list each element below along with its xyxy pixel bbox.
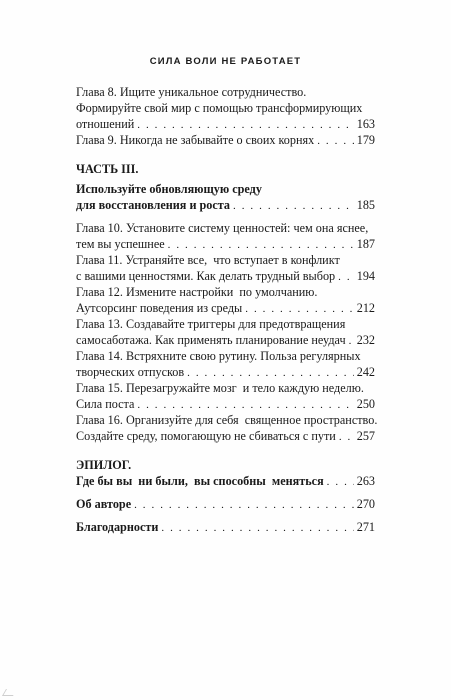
page-number: 185 bbox=[356, 198, 375, 212]
dot-leader bbox=[327, 474, 354, 490]
dot-leader bbox=[317, 133, 354, 149]
toc-entry-ch12-line2 bbox=[76, 300, 375, 316]
toc-text: тем вы успешнее bbox=[76, 237, 165, 251]
epilogue-subtitle: Где бы вы ни были, вы способны меняться bbox=[76, 474, 324, 488]
dot-leader bbox=[233, 198, 354, 214]
part-subtitle-line1 bbox=[76, 181, 375, 197]
toc-text: Глава 12. Измените настройки по умолчанию. bbox=[76, 285, 318, 299]
page-number: 257 bbox=[356, 429, 375, 443]
toc-text: самосаботажа. Как применять планирование неудач bbox=[76, 333, 346, 347]
part-subtitle: Используйте обновляющую среду bbox=[76, 182, 262, 196]
page-number: 187 bbox=[356, 237, 375, 251]
part-heading bbox=[76, 161, 375, 177]
dot-leader bbox=[137, 397, 353, 413]
dot-leader bbox=[338, 269, 354, 285]
about-author-title: Об авторе bbox=[76, 497, 132, 511]
acknowledgements-title: Благодарности bbox=[76, 520, 159, 534]
page-number: 271 bbox=[356, 520, 375, 534]
epilogue-entry bbox=[76, 473, 375, 489]
dot-leader bbox=[137, 117, 353, 133]
toc-text: Глава 13. Создавайте триггеры для предотвращения bbox=[76, 317, 346, 331]
toc-text: Формируйте свой мир с помощью трансформирующих bbox=[76, 101, 363, 115]
page-number: 194 bbox=[356, 269, 375, 283]
toc-entry-ch8-line2 bbox=[76, 100, 375, 116]
toc-text: Сила поста bbox=[76, 397, 135, 411]
toc-text: Глава 16. Организуйте для себя священное пространство. bbox=[76, 413, 378, 427]
epilogue-title: ЭПИЛОГ. bbox=[76, 458, 132, 472]
toc-text: Глава 14. Встряхните свою рутину. Польза регулярных bbox=[76, 349, 361, 363]
page-number: 163 bbox=[356, 117, 375, 131]
toc-entry-ch16-line1 bbox=[76, 412, 378, 428]
page-number: 270 bbox=[356, 497, 375, 511]
toc-text: Глава 8. Ищите уникальное сотрудничество. bbox=[76, 85, 307, 99]
toc-entry-ch13-line2 bbox=[76, 332, 375, 348]
toc-entry-ch16-line2 bbox=[76, 428, 375, 444]
toc-entry-ch12-line1 bbox=[76, 284, 375, 300]
toc-entry-ch11-line2 bbox=[76, 268, 375, 284]
toc-text: Глава 9. Никогда не забывайте о своих корнях bbox=[76, 133, 315, 147]
toc-entry-ch9 bbox=[76, 132, 375, 148]
part-subtitle: для восстановления и роста bbox=[76, 198, 231, 212]
dot-leader bbox=[168, 237, 354, 253]
page-number: 250 bbox=[356, 397, 375, 411]
toc-entry-ch15-line2 bbox=[76, 396, 375, 412]
dot-leader bbox=[349, 333, 354, 349]
about-author-entry bbox=[76, 496, 375, 512]
dot-leader bbox=[134, 497, 354, 513]
toc-text: Глава 11. Устраняйте все, что вступает в конфликт bbox=[76, 253, 340, 267]
acknowledgements-entry bbox=[76, 519, 375, 535]
table-of-contents bbox=[76, 84, 378, 535]
toc-entry-ch14-line1 bbox=[76, 348, 375, 364]
page-number: 242 bbox=[356, 365, 375, 379]
running-head: СИЛА ВОЛИ НЕ РАБОТАЕТ bbox=[149, 56, 302, 67]
toc-text: с вашими ценностями. Как делать трудный выбор bbox=[76, 269, 336, 283]
part-title: ЧАСТЬ III. bbox=[76, 162, 139, 176]
toc-entry-ch10-line2 bbox=[76, 236, 375, 252]
dot-leader bbox=[339, 429, 354, 445]
toc-text: Создайте среду, помогающую не сбиваться с пути bbox=[76, 429, 336, 443]
page-number: 232 bbox=[356, 333, 375, 347]
toc-text: отношений bbox=[76, 117, 135, 131]
toc-entry-ch15-line1 bbox=[76, 380, 375, 396]
toc-text: Глава 10. Установите систему ценностей: чем она яснее, bbox=[76, 221, 369, 235]
dot-leader bbox=[161, 520, 353, 536]
toc-text: творческих отпусков bbox=[76, 365, 185, 379]
toc-text: Глава 15. Перезагружайте мозг и тело каждую неделю. bbox=[76, 381, 364, 395]
part-subtitle-line2 bbox=[76, 197, 375, 213]
page-number: 263 bbox=[356, 474, 375, 488]
toc-entry-ch8-line1 bbox=[76, 84, 375, 100]
toc-text: Аутсорсинг поведения из среды bbox=[76, 301, 243, 315]
page-corner-mark bbox=[2, 689, 17, 696]
toc-entry-ch8-line3 bbox=[76, 116, 375, 132]
toc-entry-ch10-line1 bbox=[76, 220, 375, 236]
toc-entry-ch11-line1 bbox=[76, 252, 375, 268]
dot-leader bbox=[245, 301, 353, 317]
toc-entry-ch14-line2 bbox=[76, 364, 375, 380]
dot-leader bbox=[187, 365, 354, 381]
toc-entry-ch13-line1 bbox=[76, 316, 375, 332]
page-number: 179 bbox=[356, 133, 375, 147]
page-number: 212 bbox=[356, 301, 375, 315]
epilogue-heading bbox=[76, 457, 375, 473]
